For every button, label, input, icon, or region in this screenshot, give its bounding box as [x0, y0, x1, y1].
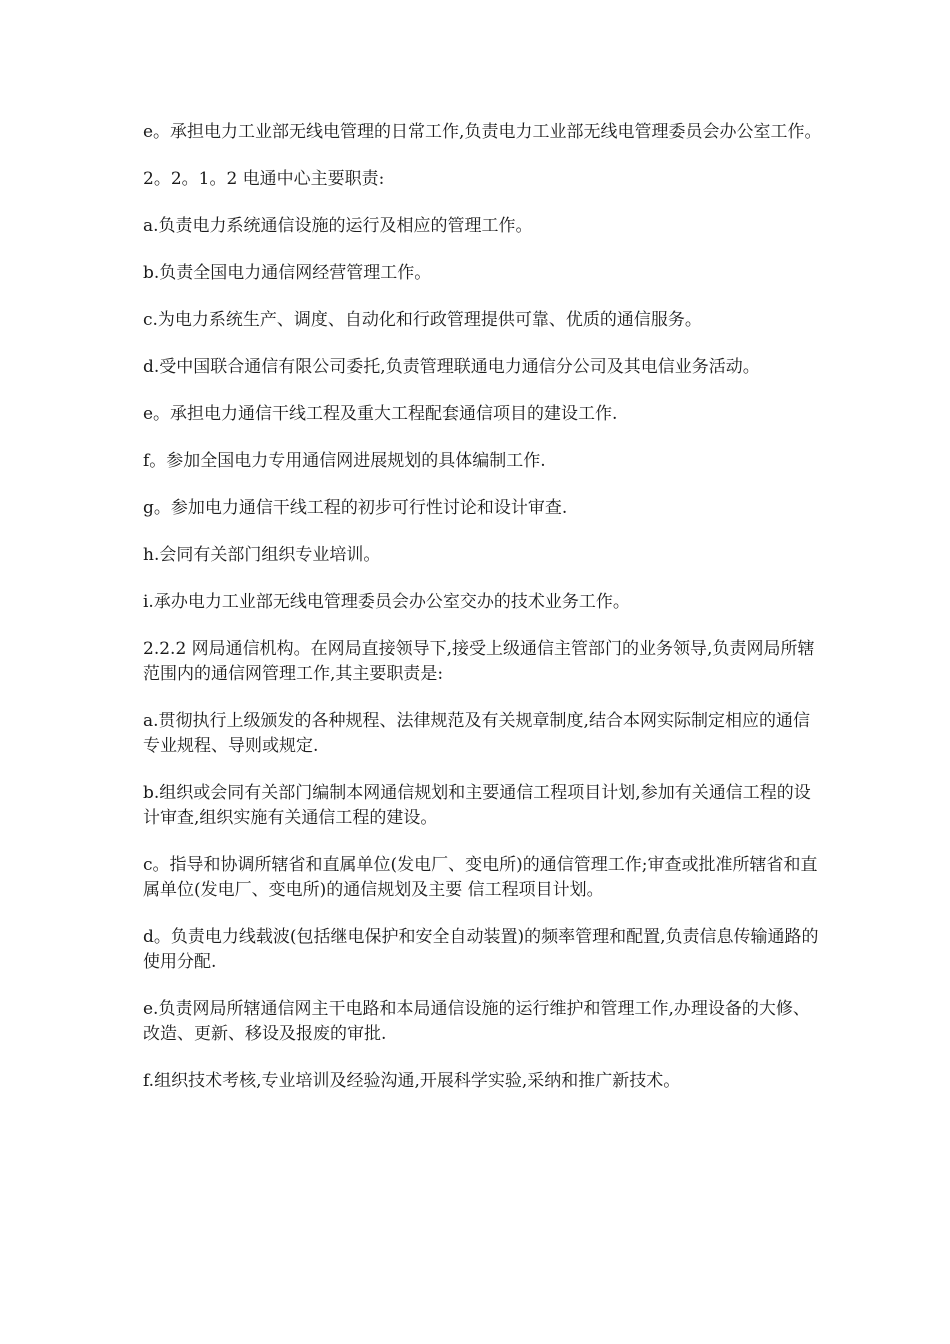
document-body	[143, 120, 823, 1116]
paragraph: b.负责全国电力通信网经营管理工作。	[143, 263, 432, 283]
paragraph: f.组织技术考核,专业培训及经验沟通,开展科学实验,采纳和推广新技术。	[143, 1071, 681, 1091]
paragraph: a.贯彻执行上级颁发的各种规程、法律规范及有关规章制度,结合本网实际制定相应的通信专业规程、导则或规定.	[143, 711, 810, 756]
paragraph: a.负责电力系统通信设施的运行及相应的管理工作。	[143, 216, 533, 236]
paragraph: d。负责电力线载波(包括继电保护和安全自动装置)的频率管理和配置,负责信息传输通路的使用分配.	[143, 927, 819, 972]
paragraph: e.负责网局所辖通信网主干电路和本局通信设施的运行维护和管理工作,办理设备的大修、改造、更新、移设及报废的审批.	[143, 999, 810, 1044]
section-heading: 2.2.2 网局通信机构。在网局直接领导下,接受上级通信主管部门的业务领导,负责网局所辖范围内的通信网管理工作,其主要职责是:	[143, 639, 815, 684]
paragraph: e。承担电力工业部无线电管理的日常工作,负责电力工业部无线电管理委员会办公室工作。	[143, 122, 822, 142]
paragraph: b.组织或会同有关部门编制本网通信规划和主要通信工程项目计划,参加有关通信工程的设计审查,组织实施有关通信工程的建设。	[143, 783, 811, 828]
paragraph: h.会同有关部门组织专业培训。	[143, 545, 381, 565]
paragraph: e。承担电力通信干线工程及重大工程配套通信项目的建设工作.	[143, 404, 618, 424]
paragraph: f。参加全国电力专用通信网进展规划的具体编制工作.	[143, 451, 546, 471]
paragraph: d.受中国联合通信有限公司委托,负责管理联通电力通信分公司及其电信业务活动。	[143, 357, 760, 377]
paragraph: c.为电力系统生产、调度、自动化和行政管理提供可靠、优质的通信服务。	[143, 310, 702, 330]
section-heading: 2。2。1。2 电通中心主要职责:	[143, 169, 385, 189]
paragraph: i.承办电力工业部无线电管理委员会办公室交办的技术业务工作。	[143, 592, 630, 612]
paragraph: c。指导和协调所辖省和直属单位(发电厂、变电所)的通信管理工作;审查或批准所辖省和直属单位(发电厂、变电所)的通信规划及主要 信工程项目计划。	[143, 855, 818, 900]
paragraph: g。参加电力通信干线工程的初步可行性讨论和设计审查.	[143, 498, 568, 518]
